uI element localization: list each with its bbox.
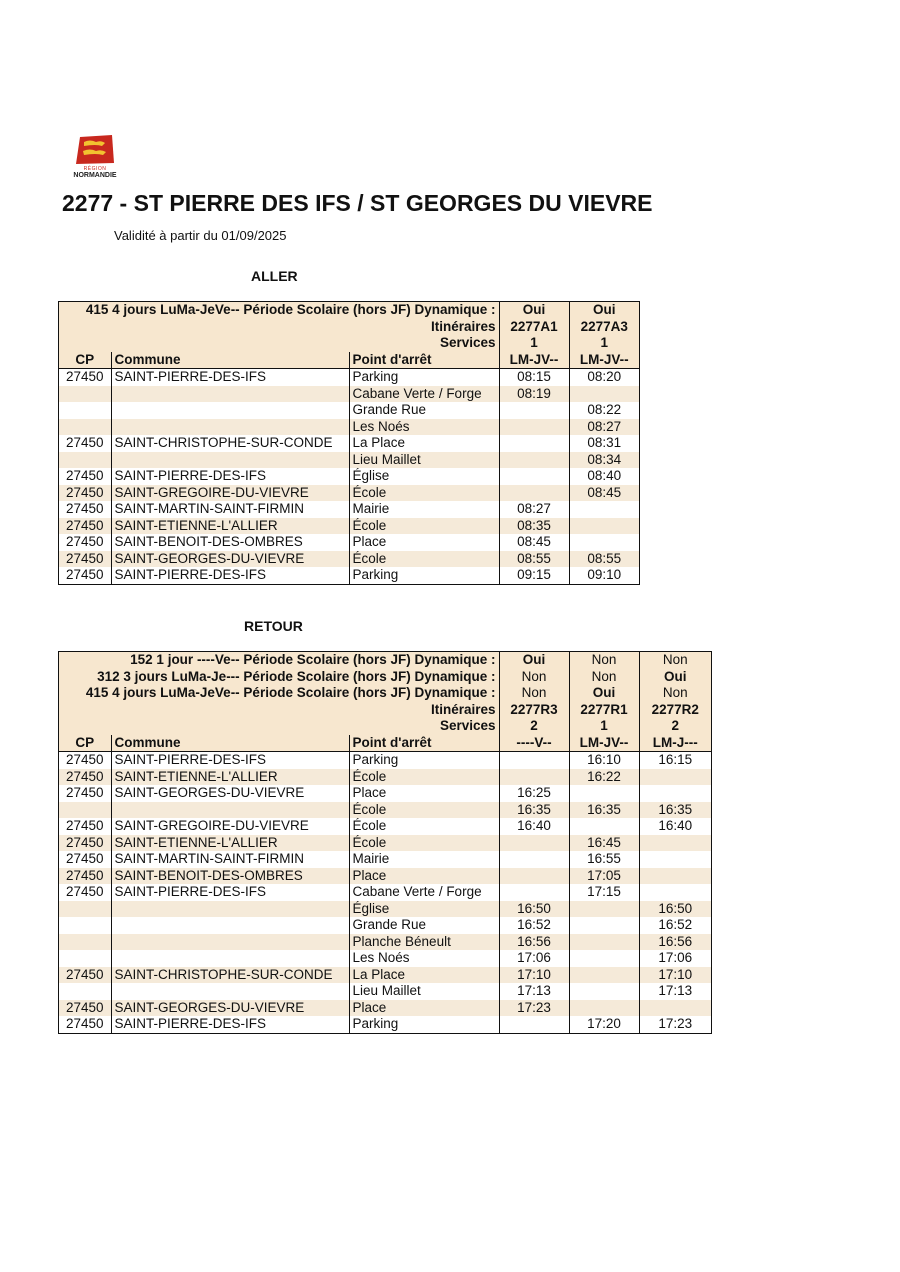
- column-header-cp: CP: [59, 352, 111, 369]
- cp-cell: [59, 950, 111, 967]
- time-cell: 16:10: [569, 752, 639, 769]
- time-cell: [499, 868, 569, 885]
- cp-cell: 27450: [65, 468, 104, 483]
- header-value: 2277R3: [499, 702, 569, 719]
- header-label: Services: [59, 335, 499, 352]
- time-cell: [639, 785, 711, 802]
- time-cell: 16:55: [569, 851, 639, 868]
- commune-cell: SAINT-GEORGES-DU-VIEVRE: [111, 1000, 349, 1017]
- time-cell: 08:55: [569, 551, 639, 568]
- stop-cell: Mairie: [349, 501, 499, 518]
- time-cell: 16:35: [569, 802, 639, 819]
- time-cell: [569, 967, 639, 984]
- logo-small-text: RÉGION: [83, 166, 107, 172]
- header-value: 1: [569, 718, 639, 735]
- commune-cell: SAINT-PIERRE-DES-IFS: [111, 369, 349, 386]
- time-cell: [639, 769, 711, 786]
- table-row: [59, 983, 711, 1000]
- region-logo: [70, 133, 120, 179]
- cp-cell: 27450: [65, 501, 104, 516]
- cp-cell: 27450: [65, 435, 104, 450]
- header-value: Non: [499, 685, 569, 702]
- commune-cell: SAINT-BENOIT-DES-OMBRES: [111, 868, 349, 885]
- time-cell: 16:50: [639, 901, 711, 918]
- time-cell: 17:23: [639, 1016, 711, 1033]
- commune-cell: SAINT-GEORGES-DU-VIEVRE: [111, 785, 349, 802]
- time-cell: [569, 818, 639, 835]
- table-row: [59, 934, 711, 951]
- time-cell: [569, 983, 639, 1000]
- stop-cell: Place: [349, 1000, 499, 1017]
- column-header-days: LM-J---: [639, 735, 711, 752]
- header-value: 2277R2: [639, 702, 711, 719]
- stop-cell: Grande Rue: [349, 917, 499, 934]
- table-row: [59, 468, 639, 485]
- time-cell: [499, 468, 569, 485]
- cp-cell: 27450: [65, 534, 104, 549]
- column-header-days: LM-JV--: [569, 735, 639, 752]
- time-cell: [499, 851, 569, 868]
- aller-timetable: [59, 302, 639, 584]
- table-row: [59, 386, 639, 403]
- header-value: 2277A3: [569, 319, 639, 336]
- table-row: [59, 868, 711, 885]
- stop-cell: Cabane Verte / Forge: [349, 386, 499, 403]
- table-row: [59, 1016, 711, 1033]
- header-label: 415 4 jours LuMa-JeVe-- Période Scolaire (hors JF) Dynamique :: [59, 685, 499, 702]
- time-cell: 16:25: [499, 785, 569, 802]
- table-row: [59, 967, 711, 984]
- time-cell: [569, 386, 639, 403]
- header-value: 2: [499, 718, 569, 735]
- table-row: [59, 802, 711, 819]
- cp-cell: [59, 934, 111, 951]
- column-header-commune: Commune: [111, 352, 349, 369]
- column-header-days: LM-JV--: [499, 352, 569, 369]
- time-cell: 17:06: [499, 950, 569, 967]
- column-header-days: ----V--: [499, 735, 569, 752]
- commune-cell: [111, 386, 349, 403]
- time-cell: [569, 501, 639, 518]
- table-row: [59, 1000, 711, 1017]
- cp-cell: [59, 983, 111, 1000]
- stop-cell: École: [349, 835, 499, 852]
- header-value: 1: [499, 335, 569, 352]
- time-cell: 08:22: [569, 402, 639, 419]
- header-label: Itinéraires: [59, 319, 499, 336]
- stop-cell: La Place: [349, 967, 499, 984]
- table-row: [59, 901, 711, 918]
- cp-cell: 27450: [65, 818, 104, 833]
- logo-text: NORMANDIE: [73, 172, 117, 179]
- time-cell: 16:35: [639, 802, 711, 819]
- header-row: [59, 319, 639, 336]
- time-cell: 16:22: [569, 769, 639, 786]
- cp-cell: 27450: [59, 485, 111, 502]
- header-value: Non: [639, 685, 711, 702]
- time-cell: 16:40: [639, 818, 711, 835]
- time-cell: 08:40: [569, 468, 639, 485]
- time-cell: [639, 835, 711, 852]
- table-row: [59, 818, 711, 835]
- commune-cell: SAINT-PIERRE-DES-IFS: [111, 567, 349, 584]
- cp-cell: [59, 386, 111, 403]
- aller-title: ALLER: [251, 268, 298, 284]
- commune-cell: SAINT-MARTIN-SAINT-FIRMIN: [111, 851, 349, 868]
- time-cell: [499, 884, 569, 901]
- commune-cell: SAINT-ETIENNE-L'ALLIER: [111, 835, 349, 852]
- header-value: Non: [499, 669, 569, 686]
- table-row: [59, 769, 711, 786]
- cp-cell: 27450: [59, 551, 111, 568]
- time-cell: [499, 769, 569, 786]
- cp-cell: [59, 419, 111, 436]
- stop-cell: Mairie: [349, 851, 499, 868]
- time-cell: [569, 917, 639, 934]
- time-cell: 16:52: [639, 917, 711, 934]
- stop-cell: Parking: [349, 1016, 499, 1033]
- commune-cell: SAINT-ETIENNE-L'ALLIER: [111, 769, 349, 786]
- table-row: [59, 950, 711, 967]
- cp-cell: [59, 402, 111, 419]
- header-value: Oui: [499, 652, 569, 669]
- stop-cell: École: [349, 551, 499, 568]
- cp-cell: [59, 802, 111, 819]
- time-cell: 16:40: [499, 818, 569, 835]
- commune-cell: SAINT-BENOIT-DES-OMBRES: [111, 534, 349, 551]
- time-cell: 17:15: [569, 884, 639, 901]
- time-cell: [499, 485, 569, 502]
- stop-cell: École: [349, 802, 499, 819]
- commune-cell: [111, 950, 349, 967]
- stop-cell: Église: [349, 901, 499, 918]
- table-row: [59, 785, 711, 802]
- time-cell: 17:06: [639, 950, 711, 967]
- stop-cell: École: [349, 518, 499, 535]
- header-value: Oui: [569, 685, 639, 702]
- commune-cell: SAINT-MARTIN-SAINT-FIRMIN: [111, 501, 349, 518]
- table-row: [59, 402, 639, 419]
- commune-cell: SAINT-ETIENNE-L'ALLIER: [111, 518, 349, 535]
- page-title: 2277 - ST PIERRE DES IFS / ST GEORGES DU VIEVRE: [62, 190, 653, 216]
- cp-cell: 27450: [65, 785, 104, 800]
- cp-cell: 27450: [65, 851, 104, 866]
- commune-cell: SAINT-GREGOIRE-DU-VIEVRE: [111, 485, 349, 502]
- stop-cell: Cabane Verte / Forge: [349, 884, 499, 901]
- table-row: [59, 835, 711, 852]
- stop-cell: Place: [349, 534, 499, 551]
- stop-cell: Église: [349, 468, 499, 485]
- header-row: [59, 702, 711, 719]
- validity-date: Validité à partir du 01/09/2025: [114, 228, 287, 243]
- cp-cell: [59, 917, 111, 934]
- time-cell: 08:34: [569, 452, 639, 469]
- stop-cell: La Place: [349, 435, 499, 452]
- commune-cell: [111, 983, 349, 1000]
- header-label: 312 3 jours LuMa-Je--- Période Scolaire (hors JF) Dynamique :: [59, 669, 499, 686]
- stop-cell: École: [349, 818, 499, 835]
- header-value: Oui: [639, 669, 711, 686]
- table-row: [59, 851, 711, 868]
- table-row: [59, 452, 639, 469]
- table-row: [59, 917, 711, 934]
- header-value: 2277R1: [569, 702, 639, 719]
- stop-cell: École: [349, 769, 499, 786]
- time-cell: 16:52: [499, 917, 569, 934]
- commune-cell: SAINT-PIERRE-DES-IFS: [111, 752, 349, 769]
- time-cell: [639, 868, 711, 885]
- time-cell: 17:10: [499, 967, 569, 984]
- time-cell: [639, 851, 711, 868]
- commune-cell: [111, 452, 349, 469]
- cp-cell: 27450: [59, 518, 111, 535]
- stop-cell: Place: [349, 785, 499, 802]
- header-value: Oui: [499, 302, 569, 319]
- header-row: [59, 652, 711, 669]
- time-cell: [639, 1000, 711, 1017]
- time-cell: 08:55: [499, 551, 569, 568]
- time-cell: [569, 950, 639, 967]
- stop-cell: Grande Rue: [349, 402, 499, 419]
- time-cell: 16:56: [639, 934, 711, 951]
- time-cell: 16:35: [499, 802, 569, 819]
- table-row: [59, 485, 639, 502]
- time-cell: [569, 901, 639, 918]
- commune-cell: SAINT-CHRISTOPHE-SUR-CONDE: [111, 967, 349, 984]
- time-cell: 17:05: [569, 868, 639, 885]
- header-label: Itinéraires: [59, 702, 499, 719]
- cp-cell: 27450: [59, 868, 111, 885]
- header-label: 152 1 jour ----Ve-- Période Scolaire (hors JF) Dynamique :: [59, 652, 499, 669]
- time-cell: 09:10: [569, 567, 639, 584]
- stop-cell: Parking: [349, 752, 499, 769]
- time-cell: 08:45: [569, 485, 639, 502]
- time-cell: 08:45: [499, 534, 569, 551]
- cp-cell: [59, 901, 111, 918]
- commune-cell: SAINT-PIERRE-DES-IFS: [111, 468, 349, 485]
- commune-cell: [111, 901, 349, 918]
- time-cell: 08:27: [499, 501, 569, 518]
- column-header-cp: CP: [59, 735, 111, 752]
- cp-cell: 27450: [59, 967, 111, 984]
- commune-cell: [111, 419, 349, 436]
- time-cell: 08:15: [499, 369, 569, 386]
- commune-cell: [111, 934, 349, 951]
- time-cell: 08:31: [569, 435, 639, 452]
- stop-cell: École: [349, 485, 499, 502]
- header-row: [59, 718, 711, 735]
- time-cell: 08:20: [569, 369, 639, 386]
- header-label: Services: [59, 718, 499, 735]
- header-row: [59, 335, 639, 352]
- column-header-days: LM-JV--: [569, 352, 639, 369]
- table-row: [59, 534, 639, 551]
- time-cell: 17:13: [499, 983, 569, 1000]
- header-value: Non: [639, 652, 711, 669]
- cp-cell: 27450: [59, 769, 111, 786]
- commune-cell: SAINT-GEORGES-DU-VIEVRE: [111, 551, 349, 568]
- table-row: [59, 567, 639, 584]
- stop-cell: Planche Béneult: [349, 934, 499, 951]
- stop-cell: Place: [349, 868, 499, 885]
- stop-cell: Les Noés: [349, 419, 499, 436]
- column-header-stop: Point d'arrêt: [349, 735, 499, 752]
- commune-cell: SAINT-PIERRE-DES-IFS: [111, 1016, 349, 1033]
- column-header-row: [59, 735, 711, 752]
- commune-cell: [111, 802, 349, 819]
- time-cell: 16:45: [569, 835, 639, 852]
- time-cell: 17:23: [499, 1000, 569, 1017]
- time-cell: 08:27: [569, 419, 639, 436]
- column-header-stop: Point d'arrêt: [349, 352, 499, 369]
- time-cell: 17:13: [639, 983, 711, 1000]
- time-cell: [499, 402, 569, 419]
- cp-cell: [59, 452, 111, 469]
- time-cell: [499, 435, 569, 452]
- cp-cell: 27450: [59, 1000, 111, 1017]
- commune-cell: SAINT-PIERRE-DES-IFS: [111, 884, 349, 901]
- table-row: [59, 369, 639, 386]
- header-row: [59, 669, 711, 686]
- retour-title: RETOUR: [244, 618, 303, 634]
- time-cell: [499, 419, 569, 436]
- column-header-commune: Commune: [111, 735, 349, 752]
- header-value: 2: [639, 718, 711, 735]
- table-row: [59, 435, 639, 452]
- time-cell: 16:56: [499, 934, 569, 951]
- time-cell: [499, 752, 569, 769]
- time-cell: [499, 835, 569, 852]
- time-cell: [569, 534, 639, 551]
- header-row: [59, 302, 639, 319]
- stop-cell: Lieu Maillet: [349, 452, 499, 469]
- commune-cell: SAINT-CHRISTOPHE-SUR-CONDE: [111, 435, 349, 452]
- header-value: Non: [569, 669, 639, 686]
- time-cell: [499, 452, 569, 469]
- header-value: 2277A1: [499, 319, 569, 336]
- time-cell: 17:20: [569, 1016, 639, 1033]
- cp-cell: 27450: [59, 835, 111, 852]
- stop-cell: Les Noés: [349, 950, 499, 967]
- time-cell: 08:35: [499, 518, 569, 535]
- commune-cell: [111, 402, 349, 419]
- cp-cell: 27450: [65, 884, 104, 899]
- stop-cell: Parking: [349, 369, 499, 386]
- time-cell: 08:19: [499, 386, 569, 403]
- header-label: 415 4 jours LuMa-JeVe-- Période Scolaire (hors JF) Dynamique :: [59, 302, 499, 319]
- time-cell: 09:15: [499, 567, 569, 584]
- normandy-lions-icon: [74, 133, 116, 165]
- header-row: [59, 685, 711, 702]
- time-cell: [499, 1016, 569, 1033]
- header-value: Oui: [569, 302, 639, 319]
- table-row: [59, 752, 711, 769]
- column-header-row: [59, 352, 639, 369]
- time-cell: 16:50: [499, 901, 569, 918]
- table-row: [59, 518, 639, 535]
- retour-timetable: [59, 652, 711, 1033]
- table-row: [59, 419, 639, 436]
- stop-cell: Parking: [349, 567, 499, 584]
- time-cell: [569, 934, 639, 951]
- time-cell: [569, 518, 639, 535]
- stop-cell: Lieu Maillet: [349, 983, 499, 1000]
- cp-cell: 27450: [65, 567, 104, 582]
- table-row: [59, 884, 711, 901]
- header-value: Non: [569, 652, 639, 669]
- cp-cell: 27450: [65, 369, 104, 384]
- time-cell: [639, 884, 711, 901]
- table-row: [59, 551, 639, 568]
- time-cell: 16:15: [639, 752, 711, 769]
- time-cell: [569, 785, 639, 802]
- commune-cell: [111, 917, 349, 934]
- commune-cell: SAINT-GREGOIRE-DU-VIEVRE: [111, 818, 349, 835]
- time-cell: [569, 1000, 639, 1017]
- cp-cell: 27450: [65, 752, 104, 767]
- time-cell: 17:10: [639, 967, 711, 984]
- cp-cell: 27450: [65, 1016, 104, 1031]
- table-row: [59, 501, 639, 518]
- header-value: 1: [569, 335, 639, 352]
